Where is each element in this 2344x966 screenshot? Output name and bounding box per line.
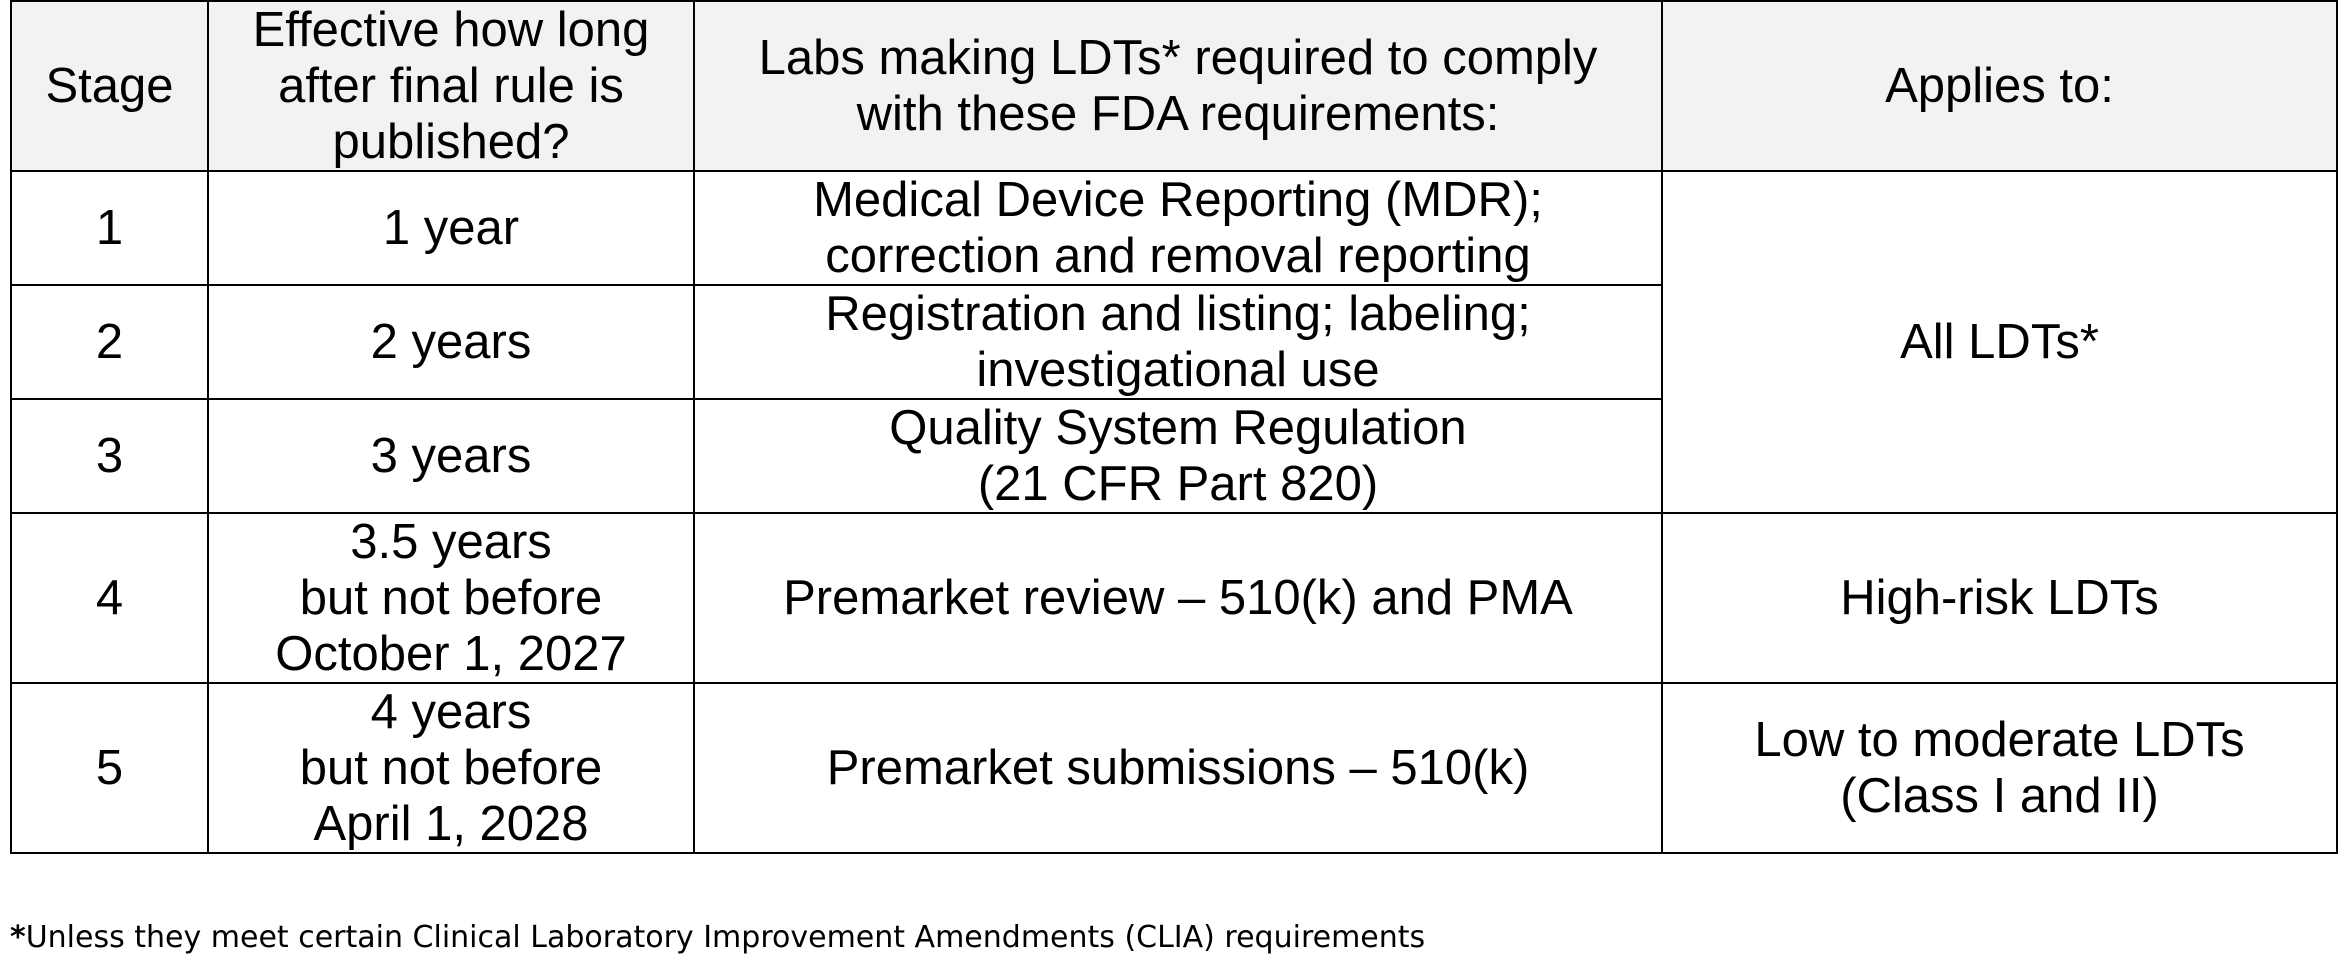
table-row-stage-1	[11, 171, 2337, 285]
effective-cell: 3.5 years but not before October 1, 2027	[208, 513, 694, 683]
footnote	[10, 918, 1425, 958]
requirements-cell: Premarket review – 510(k) and PMA	[694, 513, 1662, 683]
effective-cell: 3 years	[208, 399, 694, 513]
footnote-text: Unless they meet certain Clinical Laboratory Improvement Amendments (CLIA) requirements	[25, 920, 1426, 955]
requirements-cell: Medical Device Reporting (MDR); correction and removal reporting	[694, 171, 1662, 285]
applies-to-all-ldts-cell: All LDTs*	[1662, 171, 2337, 513]
effective-cell: 1 year	[208, 171, 694, 285]
effective-cell: 4 years but not before April 1, 2028	[208, 683, 694, 853]
header-requirements: Labs making LDTs* required to comply with these FDA requirements:	[694, 1, 1662, 171]
requirements-cell: Premarket submissions – 510(k)	[694, 683, 1662, 853]
stage-cell: 5	[11, 683, 208, 853]
header-applies-to: Applies to:	[1662, 1, 2337, 171]
stage-cell: 2	[11, 285, 208, 399]
header-stage: Stage	[11, 1, 208, 171]
ldt-compliance-table	[10, 0, 2338, 854]
requirements-cell: Quality System Regulation (21 CFR Part 820)	[694, 399, 1662, 513]
table-row-stage-5	[11, 683, 2337, 853]
stage-cell: 1	[11, 171, 208, 285]
stage-cell: 4	[11, 513, 208, 683]
stage-cell: 3	[11, 399, 208, 513]
requirements-cell: Registration and listing; labeling; investigational use	[694, 285, 1662, 399]
table-row-stage-4	[11, 513, 2337, 683]
applies-to-cell: Low to moderate LDTs (Class I and II)	[1662, 683, 2337, 853]
footnote-asterisk: *	[10, 920, 26, 955]
table-header-row	[11, 1, 2337, 171]
header-effective: Effective how long after final rule is published?	[208, 1, 694, 171]
effective-cell: 2 years	[208, 285, 694, 399]
applies-to-cell: High-risk LDTs	[1662, 513, 2337, 683]
